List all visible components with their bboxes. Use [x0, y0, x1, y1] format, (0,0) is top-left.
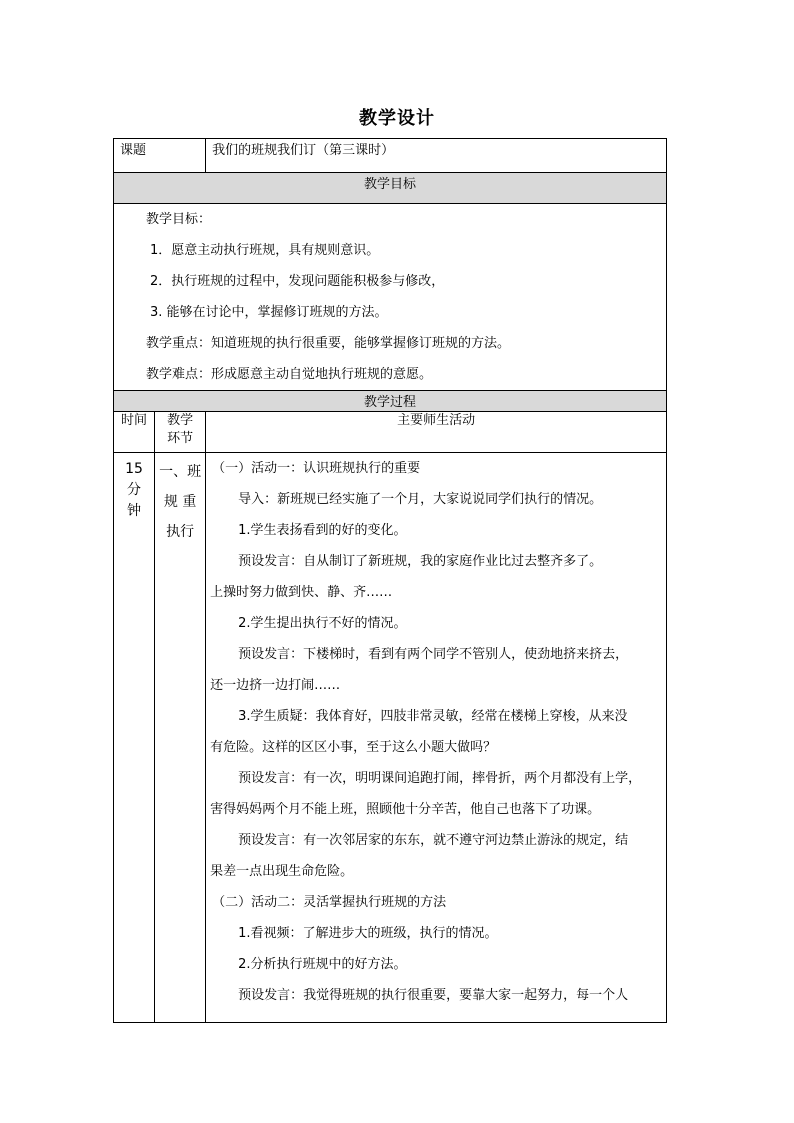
activity-line: 预设发言：有一次邻居家的东东，就不遵守河边禁止游泳的规定，结: [238, 833, 629, 848]
activity-cell: [206, 453, 667, 1023]
activity-line: 预设发言：自从制订了新班规，我的家庭作业比过去整齐多了。: [238, 554, 603, 569]
activity-heading: （一）活动一：认识班规执行的重要: [212, 461, 421, 476]
activity-line: 害得妈妈两个月不能上班，照顾他十分辛苦，他自己也落下了功课。: [210, 802, 601, 817]
process-body-row: [114, 453, 667, 1023]
stage-line: 一、班: [159, 464, 202, 480]
lesson-plan-table: [113, 138, 667, 1023]
col-stage-line: 教学: [167, 413, 194, 428]
col-stage: [155, 412, 206, 453]
activity-line: 2.学生提出执行不好的情况。: [238, 616, 407, 631]
activity-line: 有危险。这样的区区小事，至于这么小题大做吗？: [210, 740, 497, 755]
objective-item: 1．愿意主动执行班规，具有规则意识。: [150, 243, 380, 258]
col-stage-line: 环节: [167, 431, 194, 446]
activity-line: 1.看视频：了解进步大的班级，执行的情况。: [238, 926, 498, 941]
time-cell: [114, 453, 155, 1023]
objective-item: 2．执行班规的过程中，发现问题能积极参与修改，: [150, 274, 445, 289]
activity-heading: （二）活动二：灵活掌握执行班规的方法: [212, 895, 447, 910]
time-number: 15: [125, 461, 143, 477]
activity-line: 预设发言：下楼梯时，看到有两个同学不管别人，使劲地挤来挤去，: [238, 647, 629, 662]
objectives-intro: 教学目标：: [146, 212, 212, 227]
activity-line: 1.学生表扬看到的好的变化。: [238, 523, 407, 538]
col-time: 时间: [114, 412, 155, 453]
stage-line: 规 重: [163, 494, 197, 510]
subject-row: [114, 139, 667, 173]
stage-line: 执行: [166, 524, 195, 540]
objectives-header-row: [114, 173, 667, 204]
objectives-content: [114, 204, 667, 391]
time-unit: 分: [127, 482, 142, 498]
stage-cell: [155, 453, 206, 1023]
activity-line: 果差一点出现生命危险。: [210, 864, 354, 879]
activity-line: 预设发言：我觉得班规的执行很重要，要靠大家一起努力，每一个人: [238, 988, 629, 1003]
activity-line: 导入：新班规已经实施了一个月，大家说说同学们执行的情况。: [238, 492, 603, 507]
objectives-row: [114, 204, 667, 391]
activity-line: 2.分析执行班规中的好方法。: [238, 957, 407, 972]
difficulty: 教学难点：形成愿意主动自觉地执行班规的意愿。: [146, 367, 433, 382]
activity-line: 还一边挤一边打闹……: [210, 678, 341, 693]
objective-item: 3. 能够在讨论中，掌握修订班规的方法。: [150, 305, 388, 320]
objectives-header: 教学目标: [114, 173, 667, 204]
key-point: 教学重点：知道班规的执行很重要，能够掌握修订班规的方法。: [146, 336, 511, 351]
process-header: 教学过程: [114, 391, 667, 412]
subject-value: 我们的班规我们订（第三课时）: [206, 139, 667, 173]
col-activity: 主要师生活动: [206, 412, 667, 453]
process-header-row: [114, 391, 667, 412]
time-unit: 钟: [127, 503, 142, 519]
document-title: 教学设计: [359, 108, 435, 129]
activity-line: 3.学生质疑：我体育好，四肢非常灵敏，经常在楼梯上穿梭，从来没: [238, 709, 628, 724]
activity-line: 预设发言：有一次，明明课间追跑打闹，摔骨折，两个月都没有上学，: [238, 771, 642, 786]
process-column-headers: [114, 412, 667, 453]
subject-label: 课题: [114, 139, 206, 173]
activity-line: 上操时努力做到快、静、齐……: [210, 585, 393, 600]
